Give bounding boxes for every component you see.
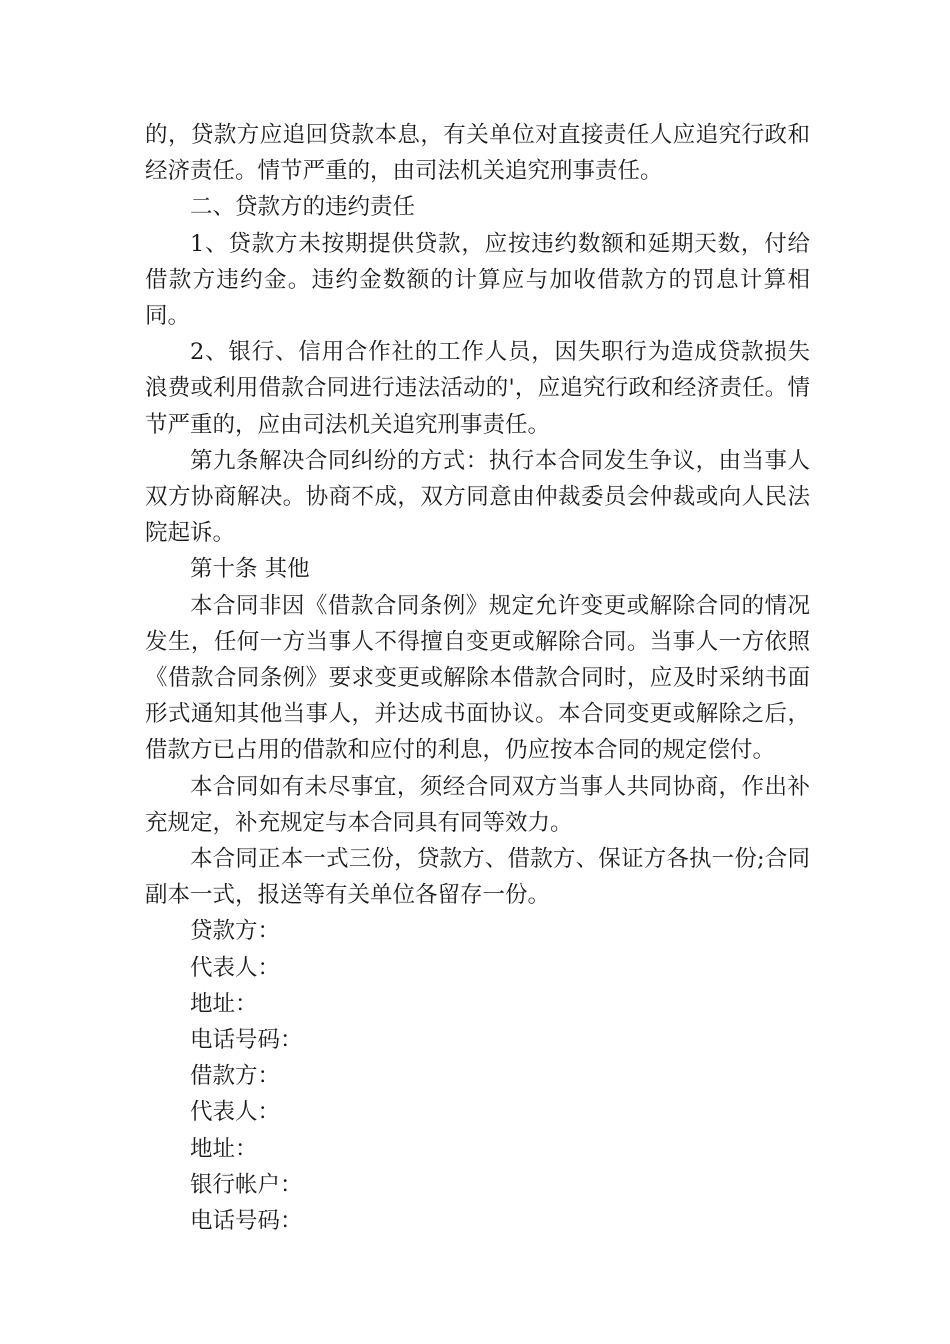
signature-borrower-address: 地址： <box>190 1135 258 1162</box>
signature-lender-phone: 电话号码： <box>190 1027 303 1054</box>
document-page <box>145 117 810 1239</box>
signature-lender-address: 地址： <box>190 990 258 1017</box>
signature-lender-representative: 代表人： <box>190 954 281 981</box>
signature-borrower-representative: 代表人： <box>190 1099 281 1126</box>
paragraph-clause-1: 1、贷款方未按期提供贷款，应按违约数额和延期天数，付给借款方违约金。违约金数额的计算应与加收借款方的罚息计算相同。 <box>145 230 810 330</box>
paragraph-article-9: 第九条解决合同纠纷的方式：执行本合同发生争议，由当事人双方协商解决。协商不成，双方同意由仲裁委员会仲裁或向人民法院起诉。 <box>145 447 810 547</box>
signature-borrower-phone: 电话号码： <box>190 1208 303 1235</box>
signature-borrower-bank-account: 银行帐户： <box>190 1171 303 1198</box>
paragraph-copies: 本合同正本一式三份，贷款方、借款方、保证方各执一份;合同副本一式，报送等有关单位各留存一份。 <box>145 846 810 909</box>
paragraph-continuation: 的，贷款方应追回贷款本息，有关单位对直接责任人应追究行政和经济责任。情节严重的，由司法机关追究刑事责任。 <box>145 122 810 185</box>
paragraph-supplement: 本合同如有未尽事宜，须经合同双方当事人共同协商，作出补充规定，补充规定与本合同具有同等效力。 <box>145 773 810 836</box>
signature-lender: 贷款方： <box>190 918 281 945</box>
section-heading-lender-liability: 二、贷款方的违约责任 <box>190 194 416 221</box>
paragraph-modification: 本合同非因《借款合同条例》规定允许变更或解除合同的情况发生，任何一方当事人不得擅自变更或解除合同。当事人一方依照《借款合同条例》要求变更或解除本借款合同时，应及时采纳书面形式通知其他当事人，并达成书面协议。本合同变更或解除之后，借款方已占用的借款和应付的利息，仍应按本合同的规定偿付。 <box>145 592 810 764</box>
signature-borrower: 借款方： <box>190 1063 281 1090</box>
paragraph-clause-2: 2、银行、信用合作社的工作人员，因失职行为造成贷款损失浪费或利用借款合同进行违法活动的'，应追究行政和经济责任。情节严重的，应由司法机关追究刑事责任。 <box>145 339 810 438</box>
section-heading-article-10: 第十条 其他 <box>190 556 310 583</box>
